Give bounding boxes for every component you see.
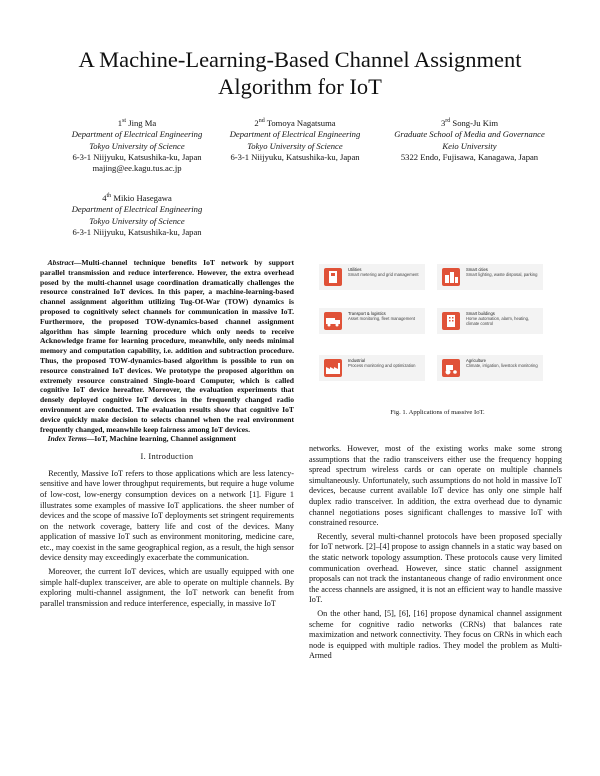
author-univ: Tokyo University of Science [89,140,185,151]
right-paragraph-2: Recently, several multi-channel protocols have been proposed specially for IoT network. [2]–[4] propose to assign channels in a static way based on the static network topology assumption. These protocols cause very limited communication overhead. However, since static channel assignment proposals can not track the instantaneous change of radio environment once the access channels are assigned, it is not an efficient way to handle massive IoT. [309,531,562,605]
author-name: 4th Mikio Hasegawa [102,192,172,203]
intro-paragraph-1: Recently, Massive IoT refers to those applications which are less latency-sensitive and have lower throughput requirements, but require a huge volume of low-cost, low-energy consumption devices on a network [1]. Figure 1 illustrates some examples of massive IoT applications. the sheer number of devices and the scope of massive IoT deployments set stringent requirements on the network coverage, battery life and cost of the devices. Many application of massive IoT such as environment monitoring, medicine care, etc., may coexist in the same geographical region, as a result, the high sensor device density may exceedingly exacerbate the communication. [40,468,294,563]
left-column [40,258,294,609]
author-name: 3rd Song-Ju Kim [440,117,499,128]
building-icon [442,312,460,330]
author-address: 6-3-1 Niijyuku, Katsushika-ku, Japan [230,152,360,163]
tile-industrial: Industrial Process monitoring and optimization [319,355,425,381]
abstract-label: Abstract [47,258,74,267]
author-block-4 [42,191,232,238]
index-terms-text: —IoT, Machine learning, Channel assignment [86,434,236,444]
paper-title [0,46,600,100]
author-block-3 [372,116,567,163]
abstract [40,258,294,444]
tile-smart-buildings: Smart buildings Home automation, alarm, heating, climate control [437,308,543,334]
author-dept: Graduate School of Media and Governance [394,129,545,140]
author-univ: Keio University [442,140,497,151]
author-address: 6-3-1 Niijyuku, Katsushika-ku, Japan [72,152,202,163]
tile-transport: Transport & logistics Asset monitoring, fleet management [319,308,425,334]
author-email[interactable]: majing@ee.kagu.tus.ac.jp [92,163,182,174]
index-terms-label: Index Terms [47,434,87,444]
tile-smart-cities: Smart cities Smart lighting, waste disposal, parking [437,264,543,290]
author-univ: Tokyo University of Science [247,140,343,151]
tile-utilities: Utilities Smart metering and grid management [319,264,425,290]
right-paragraph-1: networks. However, most of the existing works make some strong assumptions that the radio transceivers either use the frequency hopping spread spectrum wireless cards or can operate on multiple channels simultaneously. Unfortunately, such assumptions do not hold in massive IoT devices, because current available IoT device has only one simple half duplex radio transceiver. In addition, the extra overhead due to dynamic channel negotiations poses significant challenges to massive IoT with constrained resource. [309,444,562,528]
author-block-2 [210,116,380,163]
author-name: 2nd Tomoya Nagatsuma [254,117,336,128]
title-line-1: A Machine-Learning-Based Channel Assignment [78,47,522,72]
author-address: 5322 Endo, Fujisawa, Kanagawa, Japan [400,152,539,163]
right-column [309,444,562,662]
author-dept: Department of Electrical Engineering [229,129,361,140]
author-dept: Department of Electrical Engineering [71,129,203,140]
title-line-2: Algorithm for IoT [218,74,382,99]
author-name: 1st Jing Ma [117,117,157,128]
author-address: 6-3-1 Niijyuku, Katsushika-ku, Japan [72,227,202,238]
city-icon [442,268,460,286]
truck-icon [324,312,342,330]
author-univ: Tokyo University of Science [89,215,185,226]
author-dept: Department of Electrical Engineering [71,204,203,215]
meter-icon [324,268,342,286]
intro-paragraph-2: Moreover, the current IoT devices, which are usually equipped with one simple half-duplex transceiver, are able to operate on multiple channels. By exploring multi-channel assignment, the IoT network can benefit from parallel transmission and reduce interference, especially, in massive IoT [40,567,294,608]
tractor-icon [442,359,460,377]
tile-agriculture: Agriculture Climate, irrigation, livestock monitoring [437,355,543,381]
figure-caption: Fig. 1. Applications of massive IoT. [390,409,485,416]
figure-iot-applications [315,258,560,398]
abstract-text: —Multi-channel technique benefits IoT network by support parallel transmission and reduce interference. However, the extra overhead posed by the multi-channel usage coordination dramatically challenges the resource constrained IoT devices. In this paper, a machine-learning-based channel assignment algorithm utilizing Tug-Of-War (TOW) dynamics is proposed to cognitively select channels for communication in massive IoT. Furthermore, the proposed TOW-dynamics-based channel assignment algorithm has simple learning procedure which only needs to receive Acknowledge frame for learning procedure, meanwhile, only needs minimal memory and computation capability, i.e. addition and subtraction procedure. Thus, the proposed TOW-dynamics-based algorithm is possible to run on resource constrained IoT devices. We prototype the proposed algorithm on extremely resource constrained Single-board Computer, which is called cognitive IoT device hereafter. Moreover, the evaluation experiments that densely deployed cognitive IoT devices in the frequently changed radio environment are conducted. The evaluation results show that cognitive IoT device quickly make decision to selects channel when the real environment frequently changed, meanwhile keep fairness among IoT devices. [40,258,294,434]
author-block-1 [42,116,232,175]
right-paragraph-3: On the other hand, [5], [6], [16] propose dynamical channel assignment scheme for cognitive radio networks (CRNs) that balances rate maximization and network connectivity. They focus on CRNs in which each node is equipped with multiple radios. They model the problem as Multi-Armed [309,608,562,661]
section-heading-introduction: I. Introduction [140,452,194,462]
factory-icon [324,359,342,377]
